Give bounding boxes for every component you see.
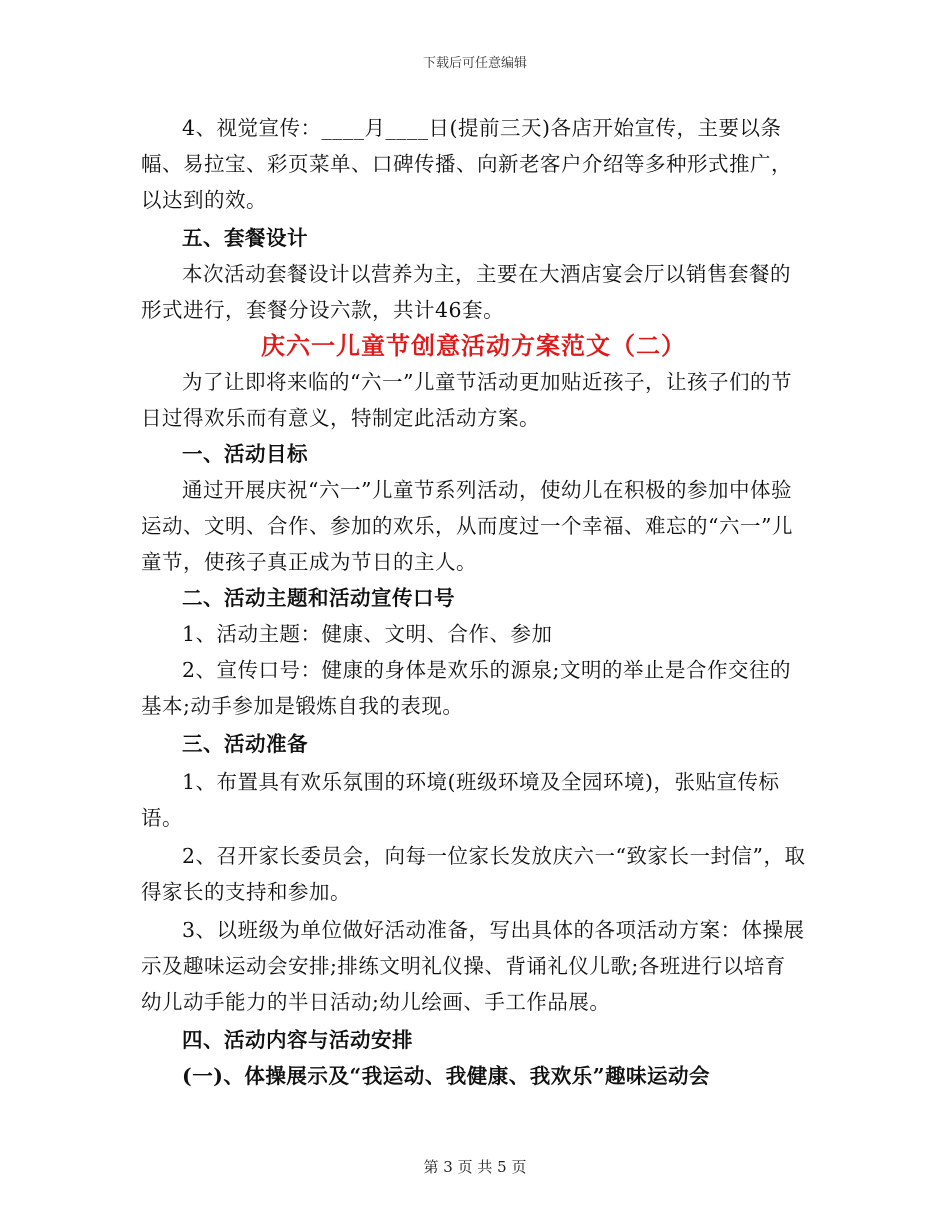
paragraph-theme: 1、活动主题：健康、文明、合作、参加: [182, 622, 553, 646]
heading-package-design: 五、套餐设计: [182, 226, 308, 250]
paragraph-prep-2: 2、召开家长委员会，向每一位家长发放庆六一“致家长一封信”，取得家长的支持和参加。: [141, 844, 806, 904]
page-header: 下载后可任意编辑: [422, 56, 527, 71]
section-title: 庆六一儿童节创意活动方案范文（二）: [261, 331, 686, 360]
heading-gymnastics-games: (一)、体操展示及“我运动、我健康、我欢乐”趣味运动会: [182, 1064, 710, 1088]
paragraph-package-design: 本次活动套餐设计以营养为主，主要在大酒店宴会厅以销售套餐的形式进行，套餐分设六款，共计46套。: [141, 262, 791, 322]
paragraph-prep-3: 3、以班级为单位做好活动准备，写出具体的各项活动方案：体操展示及趣味运动会安排;排练文明礼仪操、背诵礼仪儿歌;各班进行以培育幼儿动手能力的半日活动;幼儿绘画、手工作品展。: [141, 918, 805, 1014]
heading-content-schedule: 四、活动内容与活动安排: [182, 1028, 413, 1052]
document-body: [141, 110, 806, 1094]
heading-theme-slogan: 二、活动主题和活动宣传口号: [182, 586, 455, 610]
paragraph-intro: 为了让即将来临的“六一”儿童节活动更加贴近孩子，让孩子们的节日过得欢乐而有意义，特制定此活动方案。: [141, 370, 792, 430]
paragraph-prep-1: 1、布置具有欢乐氛围的环境(班级环境及全园环境)，张贴宣传标语。: [141, 770, 780, 830]
heading-goals: 一、活动目标: [182, 442, 308, 466]
paragraph-slogan: 2、宣传口号：健康的身体是欢乐的源泉;文明的举止是合作交往的基本;动手参加是锻炼自我的表现。: [141, 658, 791, 718]
page-footer: 第 3 页 共 5 页: [423, 1158, 527, 1176]
heading-preparation: 三、活动准备: [182, 732, 308, 756]
paragraph-goals: 通过开展庆祝“六一”儿童节系列活动，使幼儿在积极的参加中体验运动、文明、合作、参加的欢乐，从而度过一个幸福、难忘的“六一”儿童节，使孩子真正成为节日的主人。: [141, 478, 793, 574]
paragraph-visual-promotion: 4、视觉宣传：____月____日(提前三天)各店开始宣传，主要以条幅、易拉宝、彩页菜单、口碑传播、向新老客户介绍等多种形式推广，以达到的效。: [141, 116, 792, 212]
